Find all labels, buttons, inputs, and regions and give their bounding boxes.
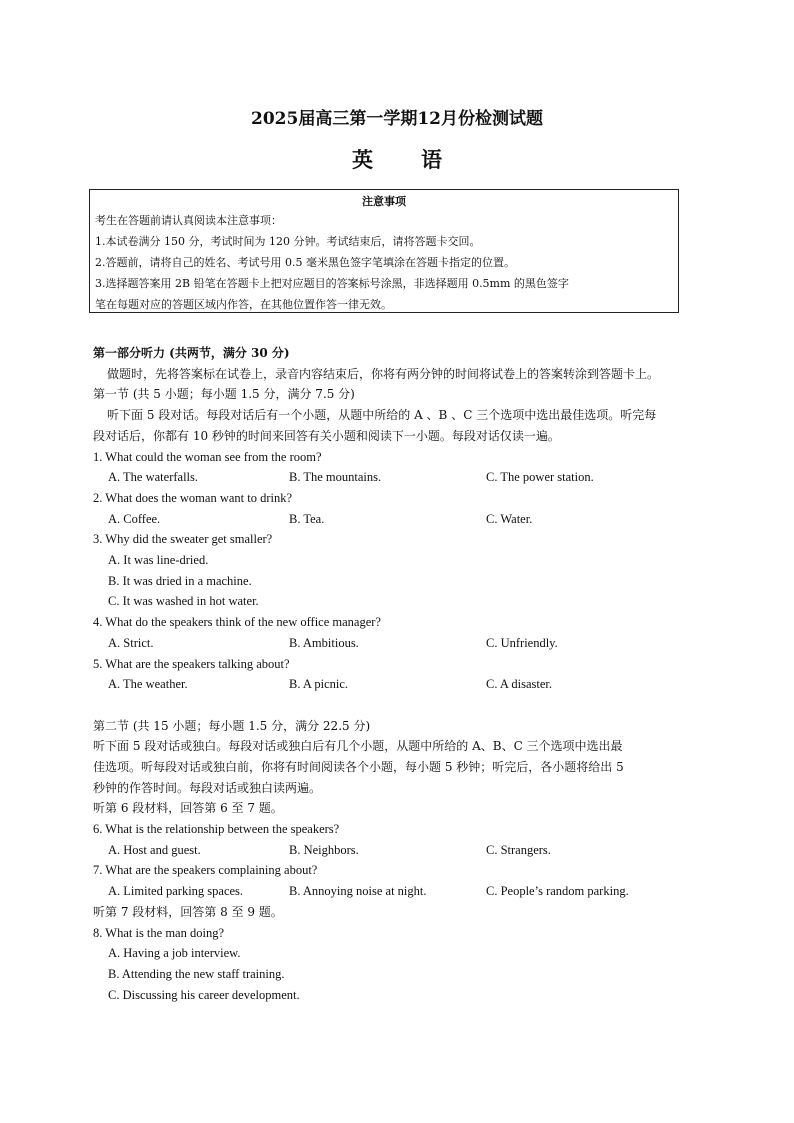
options-row bbox=[93, 509, 705, 530]
exam-content bbox=[93, 343, 705, 1005]
notice-line: 1.本试卷满分 150 分，考试时间为 120 分钟。考试结束后，请将答题卡交回。 bbox=[95, 235, 481, 248]
material-6-instruction: 听第 6 段材料，回答第 6 至 7 题。 bbox=[93, 801, 283, 816]
section1-heading: 第一节 (共 5 小题；每小题 1.5 分，满分 7.5 分) bbox=[93, 387, 355, 402]
exam-title: 2025届高三第一学期12月份检测试题 bbox=[251, 109, 543, 129]
section2-intro: 听下面 5 段对话或独白。每段对话或独白后有几个小题，从题中所给的 A、B、C 三个选项中选出最 bbox=[93, 739, 623, 754]
option-b: B. Annoying noise at night. bbox=[289, 884, 427, 899]
subject-char-1: 英 bbox=[352, 147, 373, 172]
section2-intro: 佳选项。听每段对话或独白前，你将有时间阅读各个小题，每小题 5 秒钟；听完后，各小题将给出 5 bbox=[93, 759, 624, 774]
notice-heading: 注意事项 bbox=[362, 195, 406, 208]
material-7-instruction: 听第 7 段材料，回答第 8 至 9 题。 bbox=[93, 904, 283, 919]
option-b: B. Tea. bbox=[289, 511, 325, 526]
option-a: A. Having a job interview. bbox=[108, 946, 241, 961]
notice-line: 2.答题前，请将自己的姓名、考试号用 0.5 毫米黑色签字笔填涂在答题卡指定的位置。 bbox=[95, 256, 515, 269]
section-spacer bbox=[93, 695, 705, 716]
option-b: B. A picnic. bbox=[289, 677, 349, 692]
option-a: A. Host and guest. bbox=[108, 842, 201, 857]
subject-char-2: 语 bbox=[421, 147, 442, 172]
option-c: C. Discussing his career development. bbox=[108, 987, 300, 1002]
option-a: A. It was line-dried. bbox=[108, 553, 209, 567]
option-c: C. It was washed in hot water. bbox=[108, 594, 259, 609]
option-c: C. People’s random parking. bbox=[486, 884, 629, 899]
notice-line: 3.选择题答案用 2B 铅笔在答题卡上把对应题目的答案标号涂黑，非选择题用 0.5mm 的黑色签字 bbox=[95, 277, 569, 290]
section1-intro: 听下面 5 段对话。每段对话后有一个小题，从题中所给的 A 、B 、C 三个选项中选出最佳选项。听完每 bbox=[107, 408, 657, 423]
option-c: C. Strangers. bbox=[486, 842, 551, 857]
question-1: 1. What could the woman see from the room? bbox=[93, 449, 322, 464]
option-c: C. Unfriendly. bbox=[486, 635, 558, 650]
option-a: A. Coffee. bbox=[108, 511, 161, 526]
question-5: 5. What are the speakers talking about? bbox=[93, 656, 290, 671]
option-c: C. Water. bbox=[486, 511, 533, 526]
option-a: A. The waterfalls. bbox=[108, 470, 199, 485]
part1-instruction: 做题时，先将答案标在试卷上，录音内容结束后，你将有两分钟的时间将试卷上的答案转涂到答题卡上。 bbox=[107, 366, 660, 381]
option-b: B. Ambitious. bbox=[289, 635, 359, 650]
option-a: A. Limited parking spaces. bbox=[108, 884, 244, 899]
question-7: 7. What are the speakers complaining about? bbox=[93, 863, 318, 878]
question-2: 2. What does the woman want to drink? bbox=[93, 490, 293, 505]
notice-line: 笔在每题对应的答题区域内作答，在其他位置作答一律无效。 bbox=[95, 298, 392, 311]
option-c: C. A disaster. bbox=[486, 677, 552, 692]
options-row bbox=[93, 467, 705, 488]
section2-heading: 第二节 (共 15 小题；每小题 1.5 分，满分 22.5 分) bbox=[93, 718, 371, 733]
question-4: 4. What do the speakers think of the new office manager? bbox=[93, 615, 381, 630]
option-b: B. Attending the new staff training. bbox=[108, 966, 285, 981]
option-a: A. Strict. bbox=[108, 635, 154, 650]
option-b: B. The mountains. bbox=[289, 470, 382, 485]
option-b: B. Neighbors. bbox=[289, 842, 359, 857]
options-row bbox=[93, 633, 705, 654]
subject-heading bbox=[0, 144, 794, 174]
question-6: 6. What is the relationship between the speakers? bbox=[93, 822, 340, 837]
options-row bbox=[93, 840, 705, 861]
question-8: 8. What is the man doing? bbox=[93, 925, 224, 940]
option-b: B. It was dried in a machine. bbox=[108, 573, 252, 588]
section1-intro: 段对话后，你都有 10 秒钟的时间来回答有关小题和阅读下一小题。每段对话仅读一遍。 bbox=[93, 428, 560, 443]
options-row bbox=[93, 881, 705, 902]
question-3: 3. Why did the sweater get smaller? bbox=[93, 532, 273, 547]
notice-line: 考生在答题前请认真阅读本注意事项： bbox=[95, 214, 282, 227]
option-a: A. The weather. bbox=[108, 677, 188, 692]
notice-box bbox=[89, 189, 679, 313]
section2-intro: 秒钟的作答时间。每段对话或独白读两遍。 bbox=[93, 780, 322, 795]
part1-heading: 第一部分听力 (共两节，满分 30 分) bbox=[93, 346, 290, 360]
options-row bbox=[93, 674, 705, 695]
option-c: C. The power station. bbox=[486, 470, 594, 485]
